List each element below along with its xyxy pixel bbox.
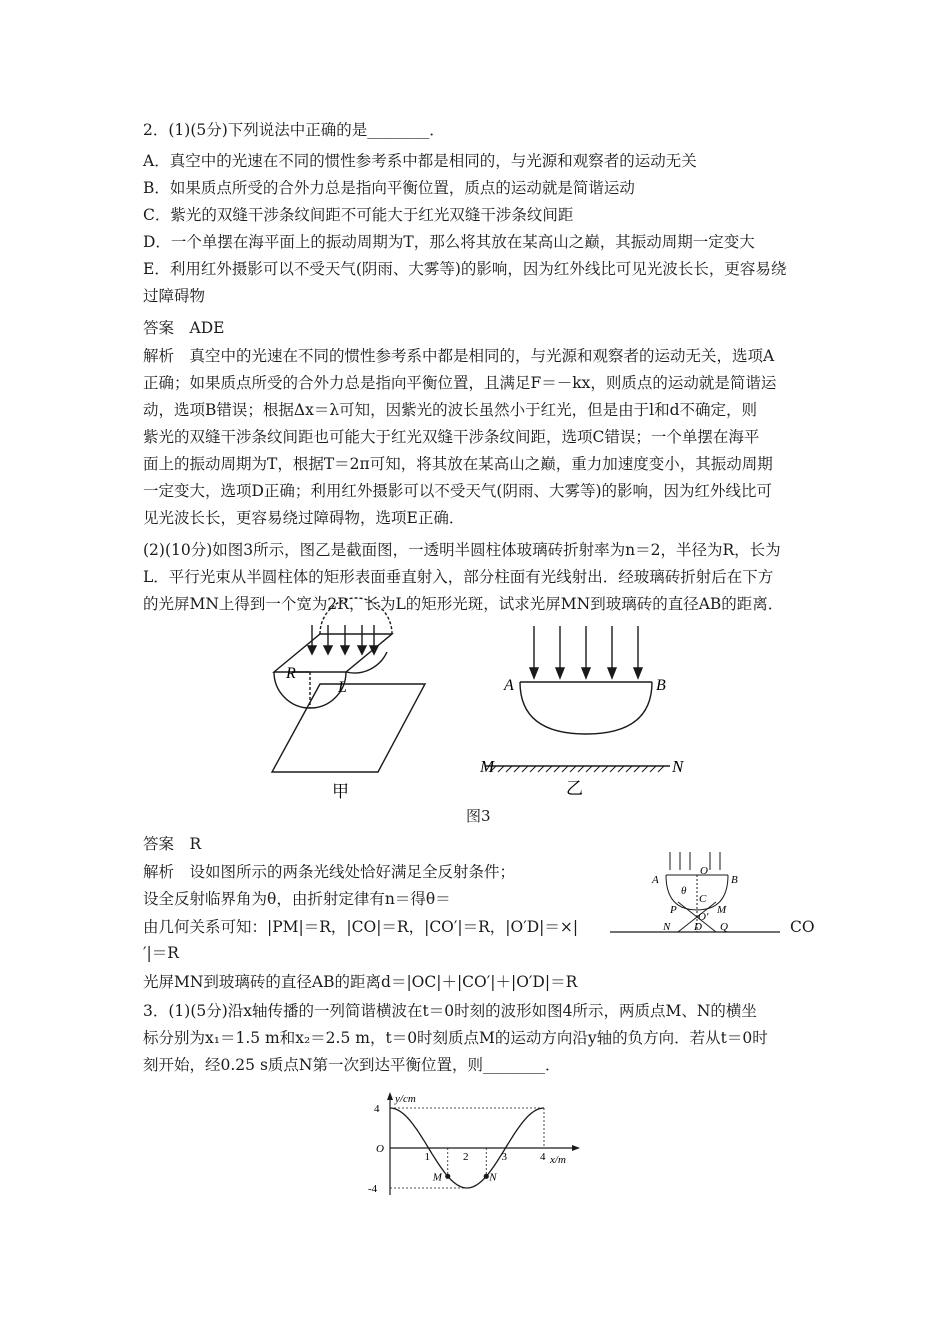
side-fragment: CO bbox=[790, 918, 815, 936]
y-tick-label: 4 bbox=[374, 1103, 380, 1115]
option-c: C．紫光的双缝干涉条纹间距不可能大于红光双缝干涉条纹间距 bbox=[143, 206, 574, 224]
q3-stem-line: 3．(1)(5分)沿x轴传播的一列简谐横波在t＝0时刻的波形如图4所示，两质点M、N的横坐 bbox=[143, 1002, 757, 1020]
q2-part1-answer: 答案 ADE bbox=[143, 319, 225, 337]
side-theta: θ bbox=[681, 885, 687, 897]
q3-stem-line: 标分别为x₁＝1.5 m和x₂＝2.5 m，t＝0时刻质点M的运动方向沿y轴的负方向．若从t＝0时 bbox=[143, 1029, 768, 1047]
option-a: A．真空中的光速在不同的惯性参考系中都是相同的，与光源和观察者的运动无关 bbox=[143, 152, 697, 170]
figure-yi bbox=[480, 622, 700, 802]
side-figure bbox=[610, 850, 785, 945]
jia-r-label: R bbox=[286, 665, 296, 682]
y-tick-label: -4 bbox=[368, 1183, 378, 1195]
side-n: N bbox=[663, 921, 671, 933]
side-b: B bbox=[731, 874, 738, 886]
side-q: Q bbox=[720, 921, 728, 933]
option-b: B．如果质点所受的合外力总是指向平衡位置，质点的运动就是简谐运动 bbox=[143, 179, 635, 197]
side-d: D bbox=[694, 921, 702, 933]
option-e-continued: 过障碍物 bbox=[143, 287, 206, 305]
side-c: C bbox=[699, 893, 707, 905]
q2-part2-analysis-line: 设全反射临界角为θ，由折射定律有n＝得θ＝ bbox=[143, 890, 451, 908]
point-label: N bbox=[489, 1171, 497, 1184]
jia-l-label: L bbox=[338, 679, 347, 696]
jia-label: 甲 bbox=[332, 782, 349, 801]
figure-caption: 图3 bbox=[466, 807, 491, 825]
q2-analysis-line: 解析 真空中的光速在不同的惯性参考系中都是相同的，与光源和观察者的运动无关，选项A bbox=[143, 347, 775, 365]
side-p: P bbox=[670, 904, 677, 916]
q2-part2-stem-line: L．平行光束从半圆柱体的矩形表面垂直射入，部分柱面有光线射出．经玻璃砖折射后在下方 bbox=[143, 568, 774, 586]
q2-part2-analysis-line: ′|＝R bbox=[143, 944, 179, 962]
x-tick-label: 4 bbox=[540, 1151, 546, 1163]
q3-stem-line: 刻开始，经0.25 s质点N第一次到达平衡位置，则________． bbox=[143, 1056, 561, 1074]
side-a: A bbox=[652, 874, 659, 886]
side-o-prime: O′ bbox=[698, 911, 709, 923]
q2-part2-analysis-line: 解析 设如图所示的两条光线处恰好满足全反射条件； bbox=[143, 863, 516, 881]
q2-analysis-line: 见光波长长，更容易绕过障碍物，选项E正确． bbox=[143, 509, 465, 527]
q2-part2-stem-line: 的光屏MN上得到一个宽为2R，长为L的矩形光斑，试求光屏MN到玻璃砖的直径AB的距离． bbox=[143, 595, 784, 613]
yi-label: 乙 bbox=[566, 779, 583, 798]
figure-jia bbox=[262, 622, 462, 802]
yi-a-label: A bbox=[504, 677, 514, 694]
option-d: D．一个单摆在海平面上的振动周期为T，那么将其放在某高山之巅，其振动周期一定变大 bbox=[143, 233, 755, 251]
q2-analysis-line: 正确；如果质点所受的合外力总是指向平衡位置，且满足F＝－kx，则质点的运动就是简谐运 bbox=[143, 374, 777, 392]
q2-analysis-line: 动，选项B错误；根据Δx＝λ可知，因紫光的波长虽然小于红光，但是由于l和d不确定，则 bbox=[143, 401, 758, 419]
q2-part2-answer: 答案 R bbox=[143, 835, 202, 853]
q2-analysis-line: 面上的振动周期为T，根据T＝2π可知，将其放在某高山之巅，重力加速度变小，其振动周期 bbox=[143, 455, 773, 473]
x-tick-label: 3 bbox=[501, 1151, 507, 1163]
x-tick-label: 1 bbox=[424, 1151, 430, 1163]
yi-m-label: M bbox=[480, 757, 495, 776]
option-e: E．利用红外摄影可以不受天气(阴雨、大雾等)的影响，因为红外线比可见光波长长，更容易绕 bbox=[143, 260, 787, 278]
origin-label: O bbox=[376, 1143, 384, 1155]
q2-analysis-line: 一定变大，选项D正确；利用红外摄影可以不受天气(阴雨、大雾等)的影响，因为红外线比可 bbox=[143, 482, 773, 500]
wave-chart bbox=[360, 1090, 590, 1200]
yi-n-label: N bbox=[672, 757, 684, 776]
q2-analysis-line: 紫光的双缝干涉条纹间距也可能大于红光双缝干涉条纹间距，选项C错误；一个单摆在海平 bbox=[143, 428, 760, 446]
q2-part2-analysis-line: 光屏MN到玻璃砖的直径AB的距离d＝|OC|＋|CO′|＋|O′D|＝R bbox=[143, 973, 578, 991]
x-axis-label: x/m bbox=[550, 1154, 566, 1166]
point-n bbox=[484, 1174, 489, 1179]
q2-part1-stem: 2．(1)(5分)下列说法中正确的是________． bbox=[143, 121, 445, 139]
q2-part2-stem-line: (2)(10分)如图3所示，图乙是截面图，一透明半圆柱体玻璃砖折射率为n＝2，半径为R，长为 bbox=[143, 541, 781, 559]
point-m bbox=[445, 1174, 450, 1179]
side-m: M bbox=[717, 904, 727, 916]
point-label: M bbox=[432, 1171, 442, 1184]
side-o: O bbox=[700, 865, 708, 877]
y-axis-label: y/cm bbox=[395, 1093, 416, 1105]
q2-part2-analysis-line: 由几何关系可知：|PM|＝R，|CO|＝R，|CO′|＝R，|O′D|＝×| bbox=[143, 918, 579, 936]
x-tick-label: 2 bbox=[463, 1151, 469, 1163]
yi-b-label: B bbox=[656, 677, 666, 694]
